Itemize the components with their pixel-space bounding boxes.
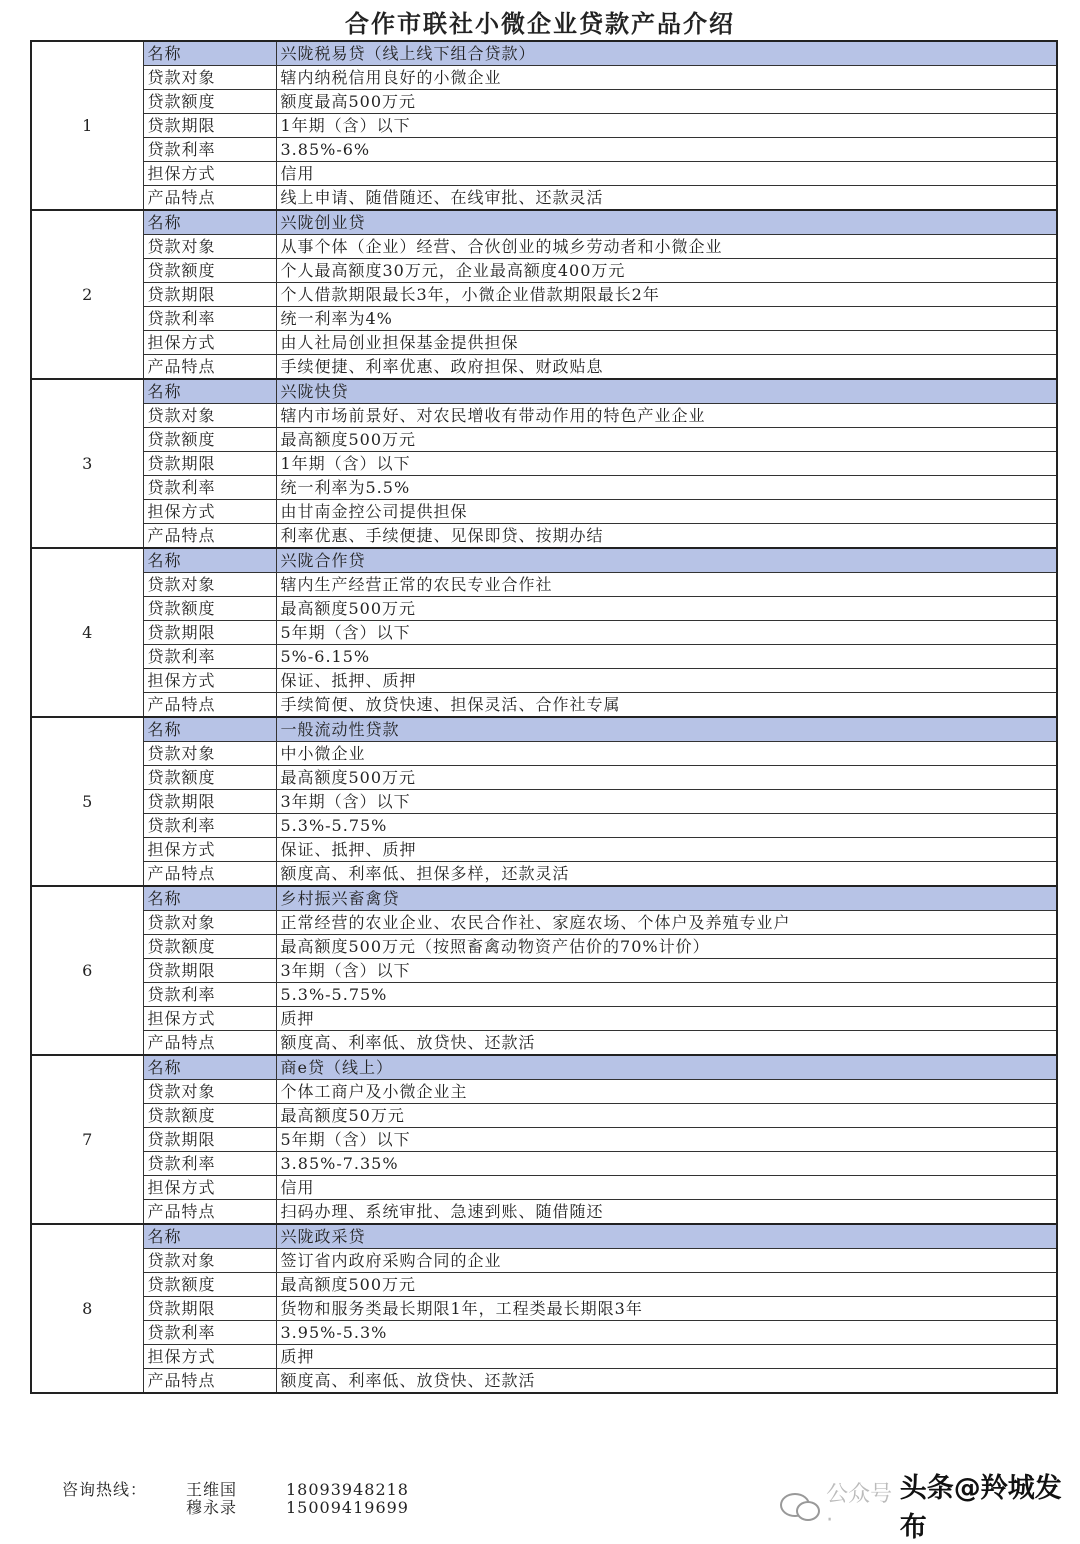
field-value: 保证、抵押、质押 [276, 669, 1057, 693]
field-label: 名称 [143, 1055, 276, 1080]
product-name-row [31, 210, 1057, 235]
field-value: 5%-6.15% [276, 645, 1057, 669]
product-detail-row [31, 959, 1057, 983]
field-value: 最高额度500万元 [276, 428, 1057, 452]
product-detail-row [31, 766, 1057, 790]
loan-products-table-wrap [30, 40, 1058, 1394]
field-value: 手续简便、放贷快速、担保灵活、合作社专属 [276, 693, 1057, 718]
field-label: 贷款利率 [143, 307, 276, 331]
field-label: 名称 [143, 379, 276, 404]
watermark-faint-text: 公众号· [826, 1482, 893, 1533]
field-value: 个体工商户及小微企业主 [276, 1080, 1057, 1104]
field-label: 担保方式 [143, 162, 276, 186]
field-value: 3.95%-5.3% [276, 1321, 1057, 1345]
product-detail-row [31, 1273, 1057, 1297]
field-value: 5.3%-5.75% [276, 814, 1057, 838]
field-value: 信用 [276, 1176, 1057, 1200]
hotline-label: 咨询热线： [62, 1480, 148, 1499]
field-value: 3年期（含）以下 [276, 790, 1057, 814]
product-detail-row [31, 742, 1057, 766]
product-detail-row [31, 1200, 1057, 1225]
product-name-row [31, 548, 1057, 573]
field-value: 1年期（含）以下 [276, 452, 1057, 476]
product-name-row [31, 379, 1057, 404]
product-name: 兴陇快贷 [276, 379, 1057, 404]
field-label: 贷款利率 [143, 476, 276, 500]
field-value: 最高额度50万元 [276, 1104, 1057, 1128]
field-value: 最高额度500万元 [276, 766, 1057, 790]
field-value: 由人社局创业担保基金提供担保 [276, 331, 1057, 355]
field-label: 名称 [143, 210, 276, 235]
product-detail-row [31, 355, 1057, 380]
field-value: 手续便捷、利率优惠、政府担保、财政贴息 [276, 355, 1057, 380]
field-value: 签订省内政府采购合同的企业 [276, 1249, 1057, 1273]
field-label: 贷款利率 [143, 983, 276, 1007]
product-detail-row [31, 1369, 1057, 1394]
field-label: 贷款对象 [143, 66, 276, 90]
product-name: 一般流动性贷款 [276, 717, 1057, 742]
contact-phone: 18093948218 [286, 1480, 409, 1499]
field-label: 贷款额度 [143, 1104, 276, 1128]
product-name-row [31, 1224, 1057, 1249]
product-detail-row [31, 573, 1057, 597]
field-value: 最高额度500万元（按照畜禽动物资产估价的70%计价） [276, 935, 1057, 959]
field-label: 名称 [143, 886, 276, 911]
product-detail-row [31, 1152, 1057, 1176]
contact-phone: 15009419699 [286, 1498, 409, 1517]
product-detail-row [31, 428, 1057, 452]
field-label: 贷款额度 [143, 766, 276, 790]
field-label: 贷款期限 [143, 283, 276, 307]
field-value: 辖内纳税信用良好的小微企业 [276, 66, 1057, 90]
field-label: 担保方式 [143, 331, 276, 355]
product-detail-row [31, 1321, 1057, 1345]
field-label: 贷款对象 [143, 742, 276, 766]
field-label: 贷款对象 [143, 573, 276, 597]
field-value: 信用 [276, 162, 1057, 186]
watermark [780, 1466, 1080, 1544]
product-name: 兴陇合作贷 [276, 548, 1057, 573]
product-detail-row [31, 814, 1057, 838]
hotline-row-1 [62, 1481, 409, 1499]
field-label: 贷款利率 [143, 645, 276, 669]
field-value: 正常经营的农业企业、农民合作社、家庭农场、个体户及养殖专业户 [276, 911, 1057, 935]
field-label: 贷款对象 [143, 404, 276, 428]
product-detail-row [31, 1031, 1057, 1056]
field-value: 统一利率为4% [276, 307, 1057, 331]
product-name: 兴陇政采贷 [276, 1224, 1057, 1249]
product-detail-row [31, 259, 1057, 283]
field-value: 由甘南金控公司提供担保 [276, 500, 1057, 524]
field-label: 贷款利率 [143, 1152, 276, 1176]
field-value: 辖内市场前景好、对农民增收有带动作用的特色产业企业 [276, 404, 1057, 428]
field-value: 额度高、利率低、担保多样，还款灵活 [276, 862, 1057, 887]
field-label: 贷款期限 [143, 114, 276, 138]
product-detail-row [31, 1128, 1057, 1152]
field-value: 利率优惠、手续便捷、见保即贷、按期办结 [276, 524, 1057, 549]
field-value: 个人借款期限最长3年，小微企业借款期限最长2年 [276, 283, 1057, 307]
product-detail-row [31, 331, 1057, 355]
field-label: 产品特点 [143, 1369, 276, 1394]
field-label: 名称 [143, 548, 276, 573]
field-value: 个人最高额度30万元，企业最高额度400万元 [276, 259, 1057, 283]
field-label: 贷款期限 [143, 959, 276, 983]
field-value: 从事个体（企业）经营、合伙创业的城乡劳动者和小微企业 [276, 235, 1057, 259]
contact-name: 穆永录 [186, 1498, 238, 1517]
field-value: 3.85%-7.35% [276, 1152, 1057, 1176]
product-detail-row [31, 66, 1057, 90]
product-detail-row [31, 838, 1057, 862]
field-label: 产品特点 [143, 186, 276, 211]
product-detail-row [31, 1249, 1057, 1273]
product-detail-row [31, 235, 1057, 259]
product-number: 3 [31, 379, 143, 548]
field-label: 贷款额度 [143, 1273, 276, 1297]
field-label: 担保方式 [143, 669, 276, 693]
product-detail-row [31, 1104, 1057, 1128]
field-label: 贷款利率 [143, 138, 276, 162]
field-value: 额度最高500万元 [276, 90, 1057, 114]
field-label: 担保方式 [143, 1345, 276, 1369]
field-label: 贷款对象 [143, 911, 276, 935]
product-detail-row [31, 307, 1057, 331]
product-detail-row [31, 1345, 1057, 1369]
field-label: 产品特点 [143, 862, 276, 887]
field-value: 辖内生产经营正常的农民专业合作社 [276, 573, 1057, 597]
product-detail-row [31, 1176, 1057, 1200]
product-detail-row [31, 621, 1057, 645]
field-label: 贷款额度 [143, 597, 276, 621]
product-detail-row [31, 283, 1057, 307]
field-label: 担保方式 [143, 1176, 276, 1200]
hotline-footer [62, 1481, 409, 1517]
field-value: 额度高、利率低、放贷快、还款活 [276, 1031, 1057, 1056]
product-detail-row [31, 790, 1057, 814]
product-detail-row [31, 138, 1057, 162]
product-name: 兴陇创业贷 [276, 210, 1057, 235]
field-label: 产品特点 [143, 355, 276, 380]
field-value: 1年期（含）以下 [276, 114, 1057, 138]
field-value: 中小微企业 [276, 742, 1057, 766]
product-detail-row [31, 404, 1057, 428]
product-name: 商e贷（线上） [276, 1055, 1057, 1080]
field-value: 质押 [276, 1007, 1057, 1031]
product-detail-row [31, 983, 1057, 1007]
contact-name: 王维国 [186, 1480, 238, 1499]
product-detail-row [31, 862, 1057, 887]
field-label: 产品特点 [143, 1200, 276, 1225]
product-detail-row [31, 1007, 1057, 1031]
product-detail-row [31, 645, 1057, 669]
field-label: 贷款对象 [143, 235, 276, 259]
product-name-row [31, 886, 1057, 911]
field-value: 额度高、利率低、放贷快、还款活 [276, 1369, 1057, 1394]
field-value: 保证、抵押、质押 [276, 838, 1057, 862]
product-number: 5 [31, 717, 143, 886]
product-name: 乡村振兴畜禽贷 [276, 886, 1057, 911]
hotline-label-spacer [62, 1499, 186, 1517]
field-label: 名称 [143, 717, 276, 742]
product-detail-row [31, 935, 1057, 959]
field-value: 5年期（含）以下 [276, 1128, 1057, 1152]
field-label: 担保方式 [143, 1007, 276, 1031]
product-detail-row [31, 90, 1057, 114]
product-detail-row [31, 162, 1057, 186]
product-number: 2 [31, 210, 143, 379]
field-label: 贷款期限 [143, 621, 276, 645]
field-label: 名称 [143, 41, 276, 66]
field-label: 产品特点 [143, 1031, 276, 1056]
field-value: 统一利率为5.5% [276, 476, 1057, 500]
product-detail-row [31, 911, 1057, 935]
product-detail-row [31, 452, 1057, 476]
field-value: 最高额度500万元 [276, 1273, 1057, 1297]
field-label: 贷款利率 [143, 814, 276, 838]
field-label: 贷款期限 [143, 790, 276, 814]
loan-products-table [30, 40, 1058, 1394]
field-value: 5年期（含）以下 [276, 621, 1057, 645]
product-detail-row [31, 1297, 1057, 1321]
field-label: 产品特点 [143, 524, 276, 549]
field-label: 贷款期限 [143, 1128, 276, 1152]
field-value: 扫码办理、系统审批、急速到账、随借随还 [276, 1200, 1057, 1225]
product-number: 1 [31, 41, 143, 210]
product-detail-row [31, 597, 1057, 621]
field-value: 质押 [276, 1345, 1057, 1369]
watermark-main-text: 头条@羚城发布 [899, 1473, 1062, 1543]
field-label: 贷款利率 [143, 1321, 276, 1345]
page-title: 合作市联社小微企业贷款产品介绍 [345, 10, 735, 38]
product-detail-row [31, 500, 1057, 524]
hotline-row-2 [62, 1499, 409, 1517]
product-name-row [31, 717, 1057, 742]
field-label: 名称 [143, 1224, 276, 1249]
field-label: 贷款额度 [143, 428, 276, 452]
wechat-icon [780, 1490, 818, 1520]
field-label: 贷款对象 [143, 1080, 276, 1104]
field-label: 贷款期限 [143, 1297, 276, 1321]
loan-products-table-body [31, 41, 1057, 1393]
product-detail-row [31, 114, 1057, 138]
field-value: 线上申请、随借随还、在线审批、还款灵活 [276, 186, 1057, 211]
product-number: 6 [31, 886, 143, 1055]
product-detail-row [31, 186, 1057, 211]
product-number: 7 [31, 1055, 143, 1224]
field-label: 产品特点 [143, 693, 276, 718]
product-detail-row [31, 524, 1057, 549]
product-detail-row [31, 1080, 1057, 1104]
product-detail-row [31, 693, 1057, 718]
field-value: 3年期（含）以下 [276, 959, 1057, 983]
field-value: 5.3%-5.75% [276, 983, 1057, 1007]
field-label: 贷款期限 [143, 452, 276, 476]
field-label: 贷款额度 [143, 935, 276, 959]
product-name-row [31, 1055, 1057, 1080]
field-label: 贷款额度 [143, 259, 276, 283]
field-label: 贷款额度 [143, 90, 276, 114]
product-detail-row [31, 669, 1057, 693]
product-detail-row [31, 476, 1057, 500]
field-label: 担保方式 [143, 500, 276, 524]
field-value: 货物和服务类最长期限1年，工程类最长期限3年 [276, 1297, 1057, 1321]
product-name-row [31, 41, 1057, 66]
field-value: 3.85%-6% [276, 138, 1057, 162]
product-number: 4 [31, 548, 143, 717]
field-value: 最高额度500万元 [276, 597, 1057, 621]
product-number: 8 [31, 1224, 143, 1393]
field-label: 担保方式 [143, 838, 276, 862]
product-name: 兴陇税易贷（线上线下组合贷款） [276, 41, 1057, 66]
field-label: 贷款对象 [143, 1249, 276, 1273]
